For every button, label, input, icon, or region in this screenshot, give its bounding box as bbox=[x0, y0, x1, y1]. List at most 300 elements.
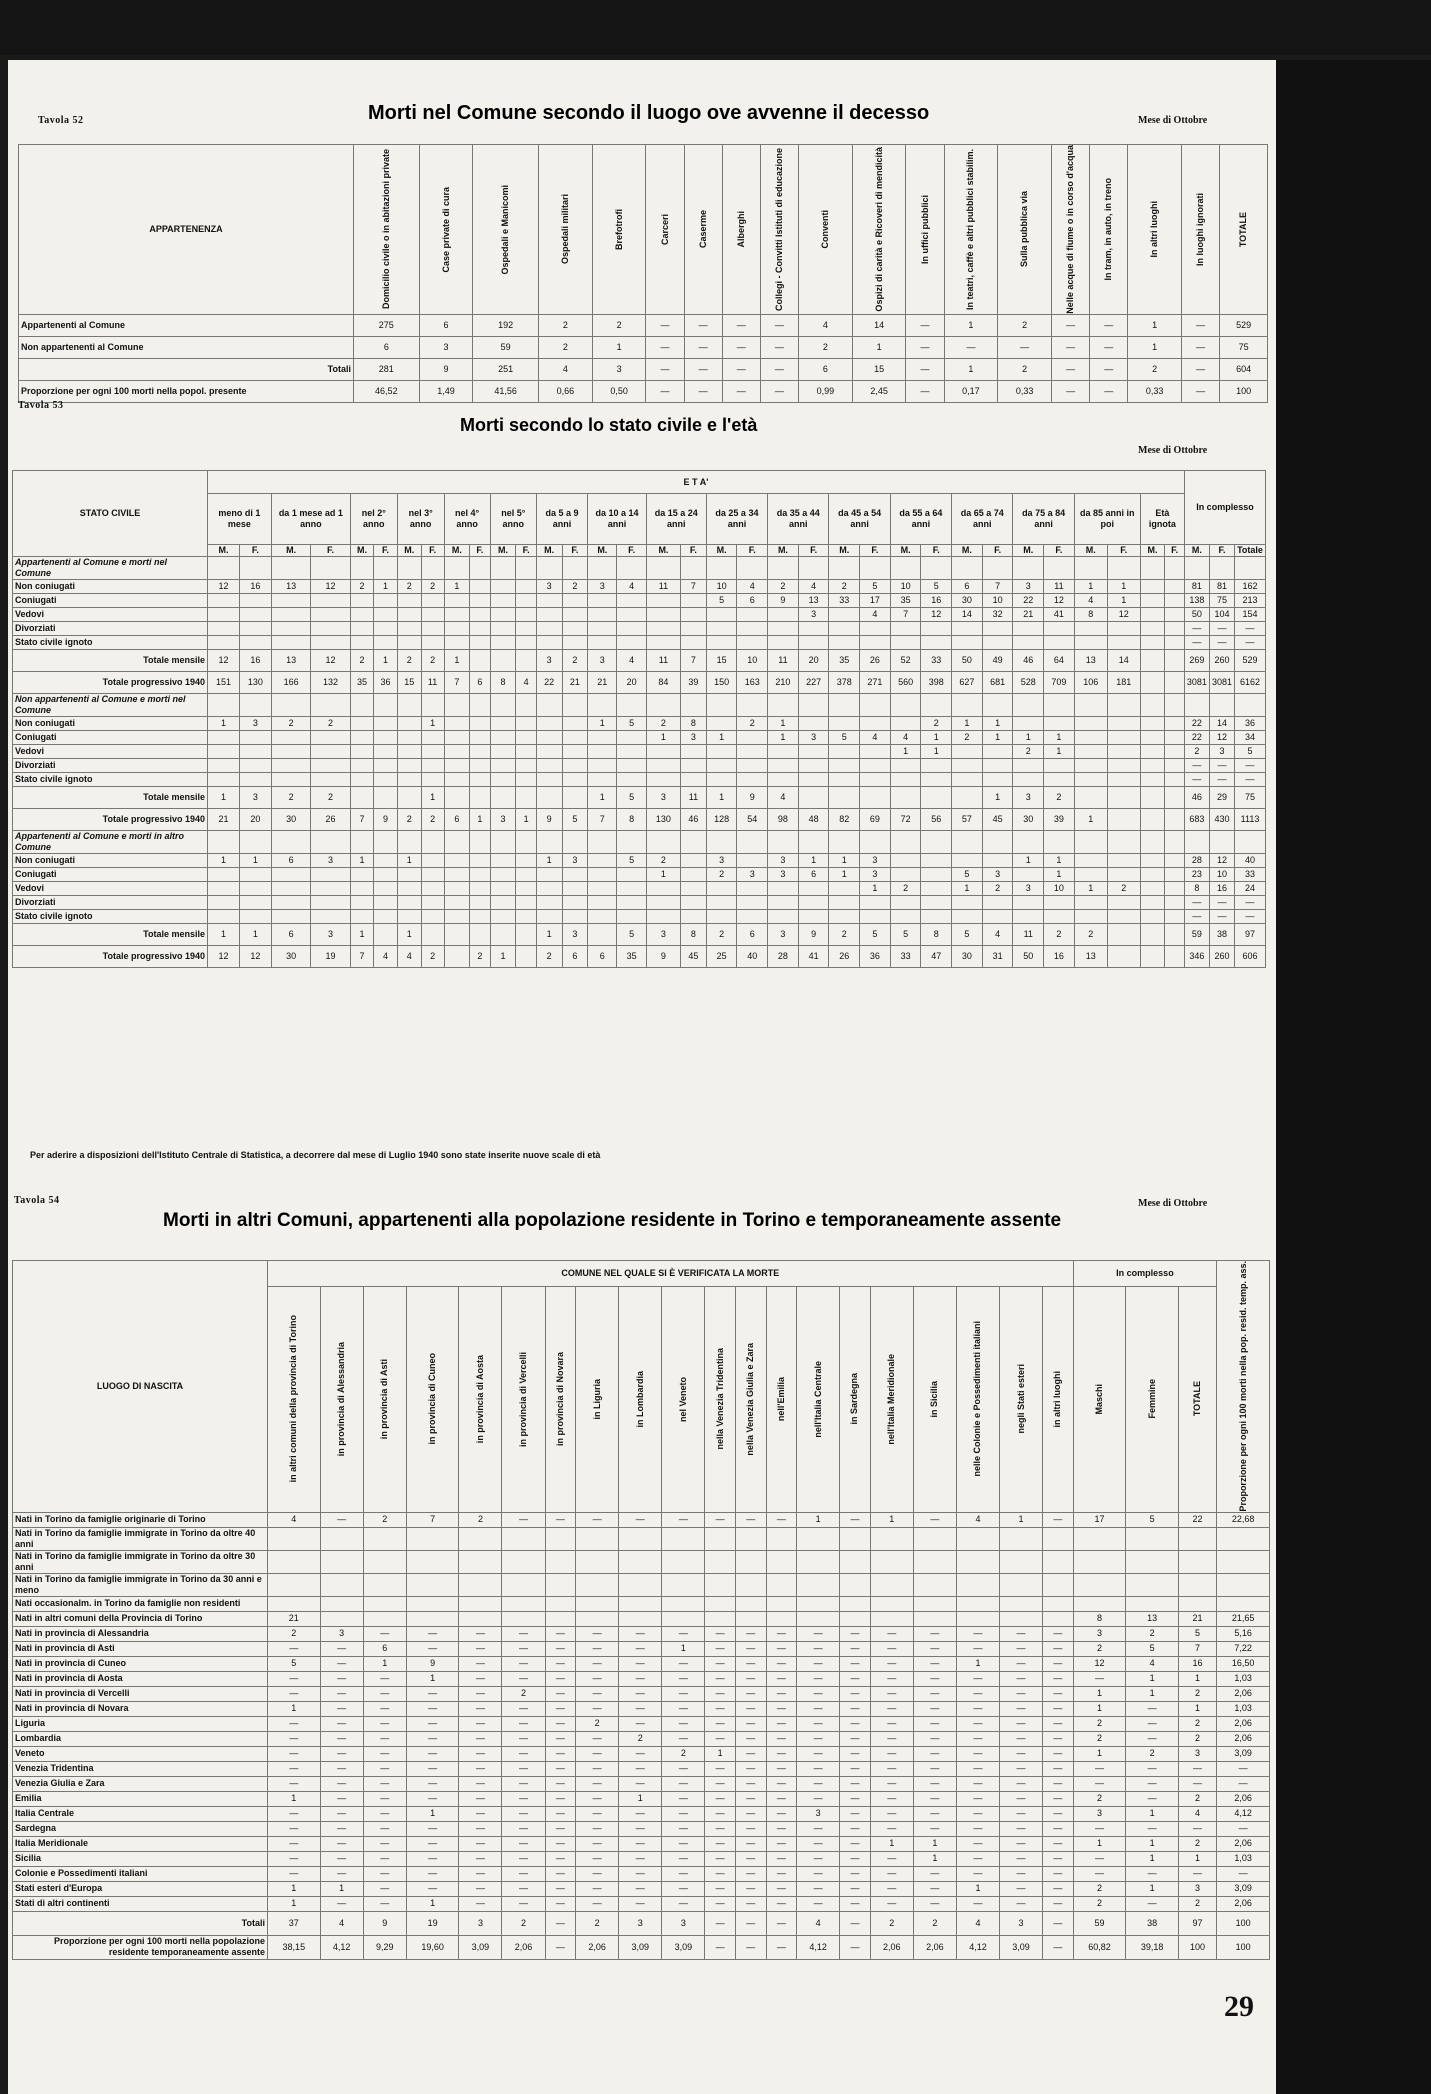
table53-cell: 81 bbox=[1184, 580, 1209, 594]
table53-cell bbox=[681, 622, 707, 636]
table53-cell bbox=[1107, 787, 1140, 809]
table54-cell bbox=[619, 1596, 662, 1611]
table54-cell: — bbox=[797, 1641, 840, 1656]
table54-column-header-text: nella Venezia Tridentina bbox=[714, 1348, 725, 1450]
table53-cell bbox=[588, 773, 617, 787]
table53-cell bbox=[1044, 622, 1075, 636]
table53-cell: 2 bbox=[1013, 745, 1044, 759]
table53-cell bbox=[490, 910, 516, 924]
table54-cell: — bbox=[619, 1671, 662, 1686]
table53-cell bbox=[1044, 636, 1075, 650]
table53-cell: 56 bbox=[921, 809, 952, 831]
table54-cell: — bbox=[363, 1671, 406, 1686]
table53-cell bbox=[444, 557, 470, 580]
table53-cell: 2 bbox=[350, 580, 373, 594]
table54-cell: 4 bbox=[1126, 1656, 1179, 1671]
table54-column-header bbox=[619, 1286, 662, 1512]
table53-cell: 3081 bbox=[1184, 672, 1209, 694]
table53-cell bbox=[1165, 759, 1185, 773]
table53-age-header: nel 3° anno bbox=[397, 494, 444, 545]
table54-cell: — bbox=[545, 1836, 576, 1851]
table53-cell: 10 bbox=[706, 580, 737, 594]
table53-male-header: M. bbox=[444, 545, 470, 557]
table54-cell: 60,82 bbox=[1073, 1935, 1126, 1959]
table53-cell: 210 bbox=[768, 672, 799, 694]
table54-cell: — bbox=[766, 1881, 797, 1896]
table54-cell: 1 bbox=[870, 1512, 913, 1527]
table53-cell: 6162 bbox=[1234, 672, 1265, 694]
table53-male-header: M. bbox=[1013, 545, 1044, 557]
table54-row bbox=[13, 1881, 1270, 1896]
table54-cell: 1 bbox=[1126, 1671, 1179, 1686]
table53-cell bbox=[952, 694, 983, 717]
table54-cell: — bbox=[956, 1626, 999, 1641]
table53-cell bbox=[737, 773, 768, 787]
table52-column-header bbox=[473, 145, 539, 315]
table52-cell: 2 bbox=[799, 336, 853, 358]
table53-cell bbox=[1140, 745, 1164, 759]
table53-cell bbox=[1074, 787, 1107, 809]
table54-cell: — bbox=[1073, 1821, 1126, 1836]
table54-cell: — bbox=[363, 1866, 406, 1881]
table52-cell: — bbox=[1052, 380, 1090, 402]
table53-cell: 9 bbox=[737, 787, 768, 809]
table53-cell bbox=[490, 731, 516, 745]
table54-cell: — bbox=[363, 1836, 406, 1851]
table54-cell: — bbox=[735, 1911, 766, 1935]
table53-cell bbox=[470, 924, 491, 946]
table54-column-header-text: in altri luoghi bbox=[1052, 1370, 1063, 1428]
table53-cell bbox=[982, 694, 1013, 717]
table54-cell: 7 bbox=[1178, 1641, 1216, 1656]
table53-cell bbox=[681, 557, 707, 580]
table54-row-label: Lombardia bbox=[13, 1731, 268, 1746]
table53-row-label: Coniugati bbox=[13, 868, 208, 882]
table54-cell: 4 bbox=[268, 1512, 321, 1527]
table54-row-label: Nati in Torino da famiglie immigrate in Torino da oltre 40 anni bbox=[13, 1527, 268, 1550]
table54-cell: 100 bbox=[1217, 1935, 1270, 1959]
table54-column-header bbox=[956, 1286, 999, 1512]
table54-cell: — bbox=[840, 1761, 871, 1776]
table54-cell: — bbox=[735, 1626, 766, 1641]
table54-column-header-text: nelle Colonie e Possedimenti italiani bbox=[972, 1321, 983, 1477]
table53-cell bbox=[562, 910, 588, 924]
table54-cell: — bbox=[545, 1935, 576, 1959]
table53-cell: 2 bbox=[397, 650, 421, 672]
table54-cell: — bbox=[766, 1851, 797, 1866]
table53-row bbox=[13, 717, 1266, 731]
table54-cell: — bbox=[705, 1731, 736, 1746]
table53-cell bbox=[350, 882, 373, 896]
table53-cell bbox=[271, 745, 310, 759]
table54-cell bbox=[766, 1596, 797, 1611]
table53-cell bbox=[1140, 910, 1164, 924]
table52-cell: — bbox=[722, 380, 760, 402]
table53-cell: 17 bbox=[860, 594, 891, 608]
table54-column-header bbox=[320, 1286, 363, 1512]
table54-cell: — bbox=[662, 1881, 705, 1896]
table54-cell: — bbox=[320, 1896, 363, 1911]
table54-cell: — bbox=[797, 1761, 840, 1776]
table53-cell: 4 bbox=[617, 650, 646, 672]
table53-cell: 5 bbox=[706, 594, 737, 608]
table52-column-header bbox=[944, 145, 998, 315]
table54-cell: — bbox=[268, 1746, 321, 1761]
table53-cell bbox=[350, 694, 373, 717]
table53-row-label: Totale mensile bbox=[13, 924, 208, 946]
table53-cell bbox=[311, 910, 350, 924]
table53-cell: 20 bbox=[239, 809, 271, 831]
table54-cell: — bbox=[705, 1626, 736, 1641]
table53-cell bbox=[536, 731, 562, 745]
table53-cell: 1 bbox=[208, 787, 240, 809]
table54-cell: — bbox=[619, 1776, 662, 1791]
table53-female-header: F. bbox=[860, 545, 891, 557]
table54-column-header-text: nell'Emilia bbox=[775, 1376, 786, 1422]
table53-row-label: Totale mensile bbox=[13, 650, 208, 672]
table54-cell: 2,06 bbox=[913, 1935, 956, 1959]
table53-cell bbox=[1140, 594, 1164, 608]
table54-cell bbox=[735, 1596, 766, 1611]
table53-female-header: F. bbox=[239, 545, 271, 557]
table54-cell: — bbox=[705, 1881, 736, 1896]
table54-cell: — bbox=[956, 1761, 999, 1776]
table53-cell bbox=[208, 896, 240, 910]
table54-cell bbox=[406, 1527, 459, 1550]
table53-cell bbox=[1140, 759, 1164, 773]
table54-cell bbox=[705, 1527, 736, 1550]
table53-cell: 1 bbox=[239, 854, 271, 868]
table53-cell: 2 bbox=[562, 580, 588, 594]
table54-cell: — bbox=[956, 1836, 999, 1851]
table54-cell: — bbox=[870, 1701, 913, 1716]
table52-cell: — bbox=[1052, 358, 1090, 380]
table54-row bbox=[13, 1641, 1270, 1656]
table53-cell: 4 bbox=[516, 672, 537, 694]
table54-cell: — bbox=[956, 1791, 999, 1806]
table52-column-header-text: TOTALE bbox=[1238, 211, 1249, 247]
table54-cell bbox=[1073, 1550, 1126, 1573]
table54-cell: — bbox=[1217, 1776, 1270, 1791]
table52-cell: 75 bbox=[1220, 336, 1268, 358]
table54-cell bbox=[619, 1527, 662, 1550]
table53-cell bbox=[374, 557, 397, 580]
table53-cell bbox=[1107, 946, 1140, 968]
table53-cell: 2 bbox=[737, 717, 768, 731]
table54-cell: 1 bbox=[662, 1641, 705, 1656]
table53-cell: 8 bbox=[1184, 882, 1209, 896]
table53-cell: 6 bbox=[737, 924, 768, 946]
table54-column-header-text: negli Stati esteri bbox=[1015, 1364, 1026, 1434]
table54-cell: — bbox=[320, 1716, 363, 1731]
table53-cell: 46 bbox=[1013, 650, 1044, 672]
table54-cell: 3,09 bbox=[662, 1935, 705, 1959]
table53-cell bbox=[1107, 759, 1140, 773]
table53-row-label: Appartenenti al Comune e morti in altro Comune bbox=[13, 831, 208, 854]
table53-cell: 72 bbox=[890, 809, 921, 831]
table53-cell: 6 bbox=[562, 946, 588, 968]
table54-cell: 22,68 bbox=[1217, 1512, 1270, 1527]
table53-cell: 1 bbox=[1107, 580, 1140, 594]
table52-row-label: Appartenenti al Comune bbox=[19, 314, 354, 336]
table54-stub-header: LUOGO DI NASCITA bbox=[13, 1261, 268, 1513]
table54-row-label: Stati di altri continenti bbox=[13, 1896, 268, 1911]
table53-cell bbox=[681, 854, 707, 868]
table53-cell bbox=[562, 773, 588, 787]
table54-cell: — bbox=[840, 1716, 871, 1731]
table54-cell: 1 bbox=[268, 1881, 321, 1896]
table53-cell: 22 bbox=[1013, 594, 1044, 608]
table53-row bbox=[13, 854, 1266, 868]
table53-cell bbox=[646, 759, 680, 773]
table53-cell bbox=[208, 694, 240, 717]
table53-cell: 2 bbox=[1074, 924, 1107, 946]
table54-cell: — bbox=[840, 1866, 871, 1881]
table53-cell: 22 bbox=[536, 672, 562, 694]
table54-cell: — bbox=[735, 1896, 766, 1911]
table53-cell bbox=[1140, 636, 1164, 650]
table54-cell: 19 bbox=[406, 1911, 459, 1935]
table53-female-header: F. bbox=[798, 545, 829, 557]
table52-row-label: Totali bbox=[19, 358, 354, 380]
table53-cell: 2 bbox=[1044, 924, 1075, 946]
table54-cell: — bbox=[913, 1791, 956, 1806]
table54-cell: — bbox=[268, 1761, 321, 1776]
table54-cell: 1,03 bbox=[1217, 1851, 1270, 1866]
table53-cell bbox=[397, 787, 421, 809]
table54-row-label: Nati occasionalm. in Torino da famiglie non residenti bbox=[13, 1596, 268, 1611]
table54-cell: — bbox=[1126, 1761, 1179, 1776]
table53-eta-header: E T A' bbox=[208, 471, 1185, 494]
table54-cell: — bbox=[619, 1716, 662, 1731]
table53-cell bbox=[1209, 831, 1234, 854]
table53-cell: 35 bbox=[890, 594, 921, 608]
table53-cell bbox=[982, 759, 1013, 773]
table54-cell: — bbox=[735, 1851, 766, 1866]
table53-cell bbox=[617, 896, 646, 910]
table53-cell: 9 bbox=[768, 594, 799, 608]
table53-cell bbox=[798, 773, 829, 787]
table53-cell bbox=[1013, 910, 1044, 924]
page-number: 29 bbox=[1224, 1990, 1254, 2023]
table54-cell: 3 bbox=[662, 1911, 705, 1935]
table54-cell bbox=[705, 1550, 736, 1573]
table53-row-label: Non coniugati bbox=[13, 580, 208, 594]
table53-cell bbox=[982, 831, 1013, 854]
table53-cell bbox=[617, 636, 646, 650]
table54-cell: — bbox=[502, 1746, 545, 1761]
table53-cell bbox=[1013, 868, 1044, 882]
table53-cell: 5 bbox=[890, 924, 921, 946]
table53-female-header: F. bbox=[470, 545, 491, 557]
table53-cell bbox=[588, 910, 617, 924]
table54-cell: — bbox=[840, 1836, 871, 1851]
table54-cell: — bbox=[840, 1881, 871, 1896]
table53-row bbox=[13, 622, 1266, 636]
table53-cell bbox=[562, 622, 588, 636]
table54-cell: — bbox=[1126, 1716, 1179, 1731]
table53-age-header: nel 4° anno bbox=[444, 494, 490, 545]
table52-cell: 1 bbox=[1128, 314, 1182, 336]
table54-cell: — bbox=[363, 1806, 406, 1821]
table54-cell: — bbox=[268, 1806, 321, 1821]
table54-row bbox=[13, 1866, 1270, 1881]
table53-cell bbox=[588, 622, 617, 636]
table53-cell: 28 bbox=[768, 946, 799, 968]
table52-cell: — bbox=[760, 358, 798, 380]
table52-cell: 251 bbox=[473, 358, 539, 380]
table53-cell bbox=[1013, 896, 1044, 910]
table53-cell bbox=[1044, 759, 1075, 773]
table53-cell: 34 bbox=[1234, 731, 1265, 745]
table53-cell: 26 bbox=[860, 650, 891, 672]
table53-cell bbox=[1013, 557, 1044, 580]
table54-cell: — bbox=[1126, 1791, 1179, 1806]
table53-cell bbox=[1107, 773, 1140, 787]
table53-cell bbox=[444, 608, 470, 622]
table54-cell bbox=[840, 1611, 871, 1626]
table53-cell bbox=[397, 910, 421, 924]
table54-cell: 21 bbox=[1178, 1611, 1216, 1626]
table54-cell: — bbox=[502, 1776, 545, 1791]
table53-cell bbox=[646, 608, 680, 622]
table53-cell: 7 bbox=[982, 580, 1013, 594]
table54-cell: — bbox=[735, 1806, 766, 1821]
table54-cell bbox=[1043, 1573, 1074, 1596]
table52-cell: 15 bbox=[852, 358, 906, 380]
table53-cell bbox=[490, 745, 516, 759]
table54-row bbox=[13, 1671, 1270, 1686]
table52 bbox=[18, 144, 1268, 403]
table53-cell: 45 bbox=[681, 946, 707, 968]
table53-cell bbox=[1165, 924, 1185, 946]
table53-cell bbox=[706, 745, 737, 759]
table54-cell bbox=[619, 1573, 662, 1596]
table54-cell: 3,09 bbox=[619, 1935, 662, 1959]
table54-cell: 97 bbox=[1178, 1911, 1216, 1935]
table53-age-header: da 5 a 9 anni bbox=[536, 494, 587, 545]
table53-male-header: M. bbox=[890, 545, 921, 557]
table54-cell: — bbox=[705, 1512, 736, 1527]
table53-cell bbox=[1165, 773, 1185, 787]
table53-cell: 4 bbox=[798, 580, 829, 594]
table53-cell bbox=[982, 910, 1013, 924]
table52-column-header bbox=[1182, 145, 1220, 315]
table53-cell: 12 bbox=[1209, 854, 1234, 868]
table53-cell: 35 bbox=[617, 946, 646, 968]
table54-cell bbox=[320, 1573, 363, 1596]
table53-cell bbox=[562, 594, 588, 608]
table53-cell bbox=[617, 608, 646, 622]
table52-cell: 6 bbox=[354, 336, 420, 358]
table54-cell: — bbox=[840, 1806, 871, 1821]
table53-cell bbox=[374, 924, 397, 946]
table53-cell: 1 bbox=[490, 946, 516, 968]
table54-cell: — bbox=[1217, 1761, 1270, 1776]
table54-row bbox=[13, 1527, 1270, 1550]
table54-cell bbox=[545, 1527, 576, 1550]
table53-cell bbox=[737, 831, 768, 854]
table54-cell: 1 bbox=[268, 1701, 321, 1716]
table53-cell bbox=[208, 636, 240, 650]
table54-cell: — bbox=[406, 1716, 459, 1731]
table52-cell: 192 bbox=[473, 314, 539, 336]
table54-cell: — bbox=[268, 1776, 321, 1791]
table53-cell bbox=[516, 650, 537, 672]
table53-cell: 13 bbox=[271, 650, 310, 672]
table53-row-label: Totale progressivo 1940 bbox=[13, 672, 208, 694]
table53-age-header: da 55 a 64 anni bbox=[890, 494, 951, 545]
table53-cell bbox=[921, 759, 952, 773]
table54-cell: — bbox=[705, 1686, 736, 1701]
table53-cell bbox=[536, 622, 562, 636]
table54-cell bbox=[363, 1596, 406, 1611]
table54-cell: — bbox=[363, 1821, 406, 1836]
table54-cell bbox=[1217, 1550, 1270, 1573]
table54-cell: — bbox=[502, 1866, 545, 1881]
table54-cell: — bbox=[619, 1686, 662, 1701]
table52-column-header-text: Ospizi di carità e Ricoveri di mendicità bbox=[873, 147, 884, 312]
table53-cell: 1 bbox=[350, 924, 373, 946]
table53-cell bbox=[421, 731, 444, 745]
table54-cell: — bbox=[797, 1776, 840, 1791]
table54-cell bbox=[956, 1573, 999, 1596]
table53-cell: 2 bbox=[421, 580, 444, 594]
table53-cell: 1 bbox=[982, 717, 1013, 731]
table52-cell: 281 bbox=[354, 358, 420, 380]
table53-cell bbox=[952, 854, 983, 868]
table53-cell bbox=[1107, 717, 1140, 731]
table54-cell: — bbox=[459, 1641, 502, 1656]
table53-row bbox=[13, 910, 1266, 924]
table53-cell bbox=[1107, 831, 1140, 854]
table54-cell: 1 bbox=[1073, 1686, 1126, 1701]
table54-cell: — bbox=[956, 1731, 999, 1746]
table54-cell: — bbox=[576, 1686, 619, 1701]
table53-cell: 31 bbox=[982, 946, 1013, 968]
table54-cell bbox=[797, 1573, 840, 1596]
table53-cell bbox=[444, 868, 470, 882]
table54-cell: — bbox=[1043, 1512, 1074, 1527]
table53-cell: 5 bbox=[617, 924, 646, 946]
table53-cell: 162 bbox=[1234, 580, 1265, 594]
table52-column-header bbox=[1090, 145, 1128, 315]
table54-cell: 1 bbox=[406, 1806, 459, 1821]
table53-cell bbox=[444, 854, 470, 868]
table54-column-header-text: TOTALE bbox=[1192, 1381, 1203, 1417]
table52-cell: 6 bbox=[799, 358, 853, 380]
table54-cell: — bbox=[545, 1821, 576, 1836]
table54-cell: — bbox=[619, 1641, 662, 1656]
table53-cell bbox=[271, 731, 310, 745]
table53-cell bbox=[921, 787, 952, 809]
table53-cell: 9 bbox=[536, 809, 562, 831]
table53-cell: 213 bbox=[1234, 594, 1265, 608]
table53-cell bbox=[829, 622, 860, 636]
table54-cell: — bbox=[502, 1881, 545, 1896]
table54-column-header bbox=[705, 1286, 736, 1512]
table53-cell bbox=[374, 694, 397, 717]
table53-cell bbox=[617, 745, 646, 759]
table53-cell bbox=[350, 759, 373, 773]
table53-cell bbox=[470, 717, 491, 731]
table54-cell: — bbox=[268, 1731, 321, 1746]
table54-column-header bbox=[1000, 1286, 1043, 1512]
table54-cell: — bbox=[576, 1701, 619, 1716]
table54 bbox=[12, 1260, 1270, 1960]
table53-cell: 12 bbox=[1044, 594, 1075, 608]
table53-cell bbox=[681, 910, 707, 924]
